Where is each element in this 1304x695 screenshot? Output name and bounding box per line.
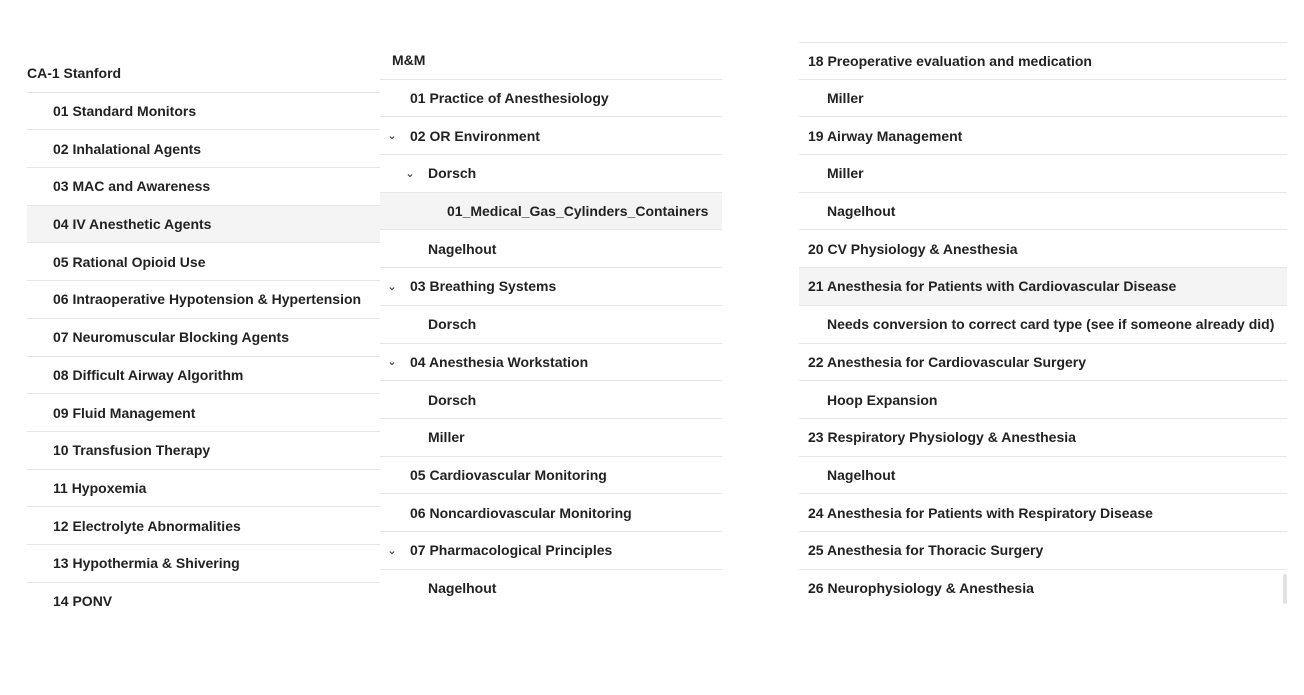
deck-row[interactable] [799,457,1287,495]
deck-row-selected[interactable] [27,206,380,244]
deck-row[interactable] [27,470,380,508]
deck-row[interactable] [799,344,1287,382]
deck-label: 06 Intraoperative Hypotension & Hypertension [53,291,362,308]
deck-label: 04 IV Anesthetic Agents [53,216,212,233]
deck-label: 04 Anesthesia Workstation [410,353,589,370]
deck-row[interactable] [27,130,380,168]
deck-label: 05 Rational Opioid Use [53,253,206,270]
deck-label: 20 CV Physiology & Anesthesia [808,240,1018,257]
deck-label: 08 Difficult Airway Algorithm [53,366,244,383]
deck-row-expanded[interactable] [380,155,722,193]
deck-label: 22 Anesthesia for Cardiovascular Surgery [808,353,1087,370]
deck-row[interactable] [27,507,380,545]
deck-label: Miller [428,429,465,446]
deck-row[interactable] [380,230,722,268]
deck-mm[interactable] [380,42,722,80]
deck-label: 05 Cardiovascular Monitoring [410,466,607,483]
deck-label: 18 Preoperative evaluation and medication [808,52,1092,69]
deck-row[interactable] [799,117,1287,155]
deck-row[interactable] [799,419,1287,457]
chevron-down-icon[interactable]: ⌄ [387,280,397,293]
deck-label: 09 Fluid Management [53,404,196,421]
deck-row[interactable] [27,545,380,583]
deck-row[interactable] [380,570,722,608]
deck-row[interactable] [799,381,1287,419]
deck-title: CA-1 Stanford [27,65,122,82]
deck-row[interactable] [380,419,722,457]
deck-row[interactable] [799,230,1287,268]
deck-label: 14 PONV [53,593,113,610]
deck-label: Miller [827,165,864,182]
deck-row[interactable] [27,357,380,395]
deck-row[interactable] [27,394,380,432]
deck-label: 03 Breathing Systems [410,278,557,295]
deck-row-expanded[interactable] [380,117,722,155]
deck-row-selected[interactable] [799,268,1287,306]
deck-label: 06 Noncardiovascular Monitoring [410,504,632,521]
deck-tree-continued [799,42,1287,682]
deck-label: 01_Medical_Gas_Cylinders_Containers [447,203,709,220]
deck-label: 21 Anesthesia for Patients with Cardiovascular Disease [808,278,1177,295]
scrollbar-thumb[interactable] [1283,574,1287,604]
deck-label: 11 Hypoxemia [53,479,147,496]
deck-label: 10 Transfusion Therapy [53,442,211,459]
deck-row[interactable] [380,494,722,532]
deck-label: 03 MAC and Awareness [53,178,211,195]
deck-label: 23 Respiratory Physiology & Anesthesia [808,429,1076,446]
deck-label: 24 Anesthesia for Patients with Respiratory Disease [808,504,1153,521]
deck-tree-mm [380,42,722,682]
deck-row[interactable] [799,80,1287,118]
deck-label: Nagelhout [827,466,896,483]
deck-row[interactable] [27,319,380,357]
deck-row[interactable] [799,193,1287,231]
deck-label: 12 Electrolyte Abnormalities [53,517,241,534]
deck-label: 13 Hypothermia & Shivering [53,555,240,572]
deck-row[interactable] [27,432,380,470]
deck-label: Nagelhout [428,580,497,597]
chevron-down-icon[interactable]: ⌄ [387,130,397,143]
deck-row[interactable] [27,281,380,319]
deck-row[interactable] [799,306,1287,344]
deck-row[interactable] [380,80,722,118]
deck-row[interactable] [380,457,722,495]
deck-row[interactable] [380,381,722,419]
deck-row[interactable] [799,570,1287,608]
deck-row-expanded[interactable] [380,268,722,306]
deck-label: 25 Anesthesia for Thoracic Surgery [808,542,1044,559]
deck-row[interactable] [799,532,1287,570]
deck-row-expanded[interactable] [380,532,722,570]
deck-label: 26 Neurophysiology & Anesthesia [808,580,1034,597]
deck-ca1-stanford[interactable] [27,55,380,93]
deck-row[interactable] [799,42,1287,80]
deck-row-selected[interactable] [380,193,722,231]
deck-label: Nagelhout [428,240,497,257]
deck-label: 07 Pharmacological Principles [410,542,613,559]
chevron-down-icon[interactable]: ⌄ [405,167,415,180]
deck-label: 01 Practice of Anesthesiology [410,90,609,107]
deck-row[interactable] [27,243,380,281]
deck-label: Dorsch [428,165,477,182]
deck-label: Hoop Expansion [827,391,938,408]
deck-row[interactable] [799,494,1287,532]
deck-row[interactable] [380,306,722,344]
deck-label: 02 OR Environment [410,127,540,144]
deck-row[interactable] [27,168,380,206]
deck-label: 19 Airway Management [808,127,963,144]
deck-label: Miller [827,90,864,107]
deck-row[interactable] [799,155,1287,193]
deck-label: Dorsch [428,391,477,408]
deck-label: 02 Inhalational Agents [53,140,202,157]
chevron-down-icon[interactable]: ⌄ [387,544,397,557]
deck-title: M&M [392,52,426,69]
deck-label: Dorsch [428,316,477,333]
chevron-down-icon[interactable]: ⌄ [387,356,397,369]
deck-label: Nagelhout [827,203,896,220]
deck-label: 07 Neuromuscular Blocking Agents [53,329,289,346]
deck-label: 01 Standard Monitors [53,103,197,120]
deck-label: Needs conversion to correct card type (see if someone already did) [827,316,1275,333]
deck-row-expanded[interactable] [380,344,722,382]
deck-row[interactable] [27,583,380,621]
deck-row[interactable] [27,93,380,131]
deck-tree-ca1-stanford [27,55,380,695]
